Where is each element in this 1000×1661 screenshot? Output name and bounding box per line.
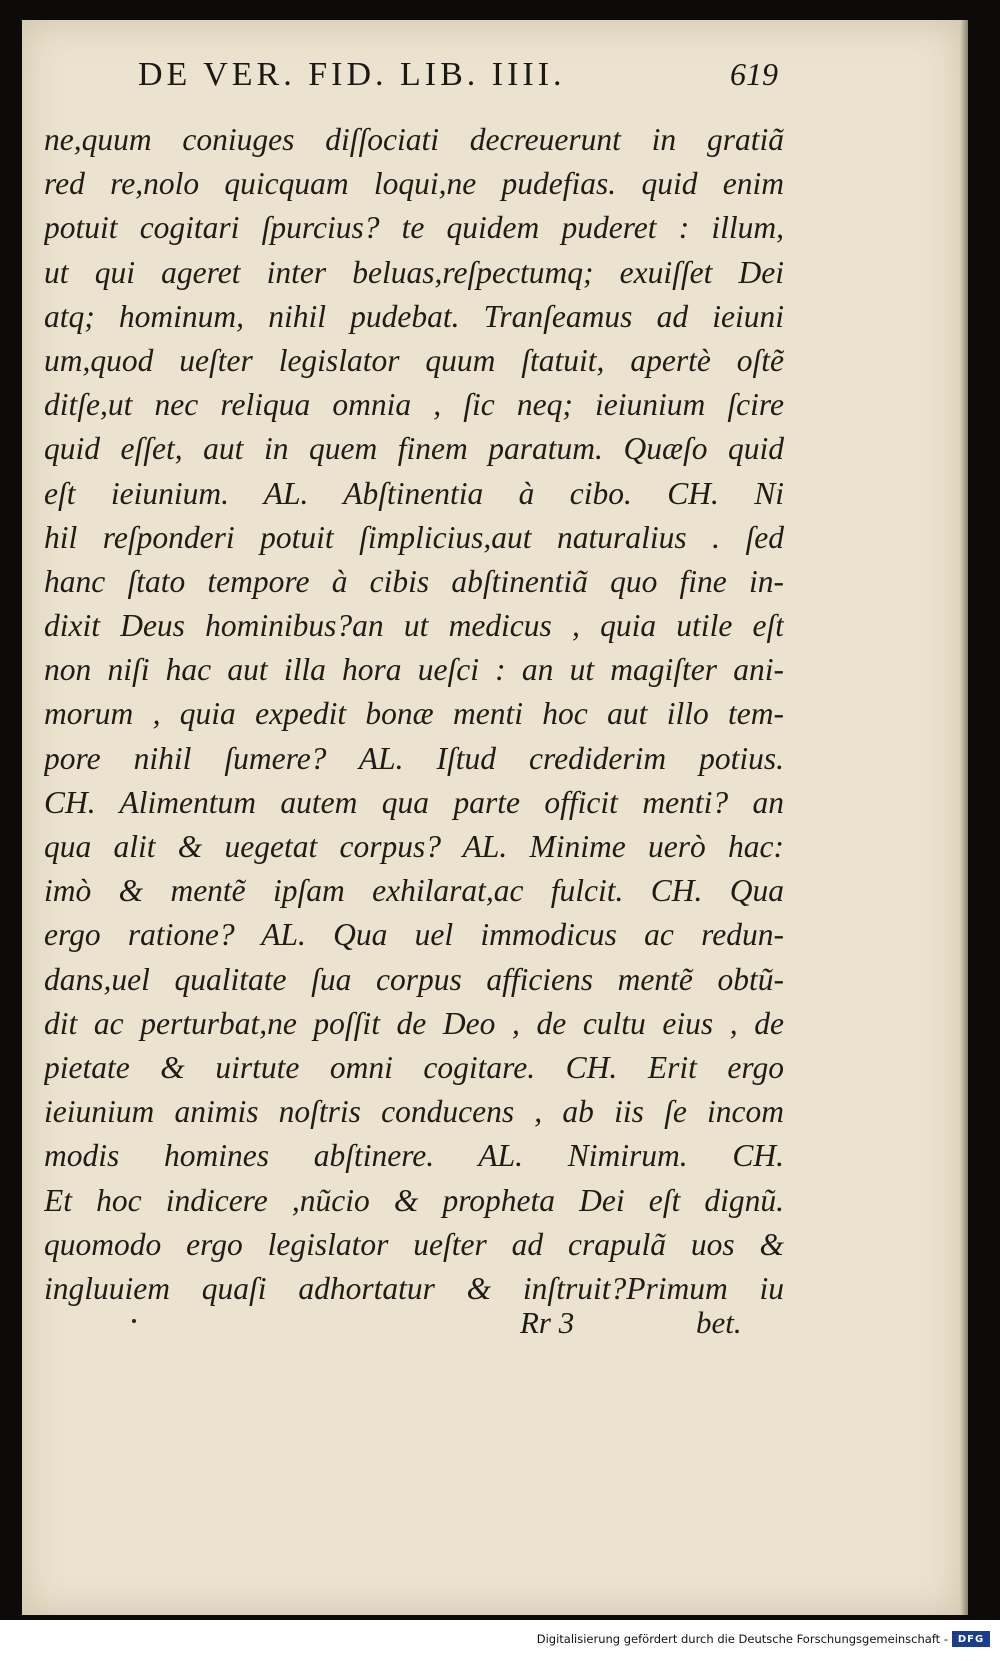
text-line: um,quod ueſter legislator quum ſtatuit, apertè oſtẽ [44, 342, 784, 378]
funding-credit: Digitalisierung gefördert durch die Deutsche Forschungsgemeinschaft - [536, 1632, 948, 1646]
text-line: imò & mentẽ ipſam exhilarat,ac fulcit. CH. Qua [44, 873, 784, 909]
catchword: bet. [696, 1305, 742, 1340]
text-line: ingluuiem quaſi adhortatur & inſtruit?Primum iu [44, 1270, 784, 1306]
text-line: Et hoc indicere ,nũcio & propheta Dei eſt dignũ. [44, 1182, 784, 1218]
body-text [44, 118, 784, 1311]
digitization-footer [0, 1622, 1000, 1661]
text-line: ergo ratione? AL. Qua uel immodicus ac redun- [44, 917, 784, 953]
dfg-logo: DFG [952, 1631, 990, 1647]
text-line: ut qui ageret inter beluas,reſpectumq; exuiſſet Dei [44, 254, 784, 290]
text-line: atq; hominum, nihil pudebat. Tranſeamus ad ieiuni [44, 298, 784, 334]
page-edge [960, 20, 968, 1615]
page-number: 619 [730, 56, 778, 92]
text-line: non niſi hac aut illa hora ueſci : an ut magiſter ani- [44, 652, 784, 688]
text-line: dixit Deus hominibus?an ut medicus , quia utile eſt [44, 608, 784, 644]
signature-mark: Rr 3 [520, 1305, 575, 1340]
text-line: ditſe,ut nec reliqua omnia , ſic neq; ieiunium ſcire [44, 387, 784, 423]
text-line: eſt ieiunium. AL. Abſtinentia à cibo. CH. Ni [44, 475, 784, 511]
text-line: red re,nolo quicquam loqui,ne pudefias. quid enim [44, 166, 784, 202]
text-line: dans,uel qualitate ſua corpus afficiens mentẽ obtũ- [44, 961, 784, 997]
text-line: qua alit & uegetat corpus? AL. Minime uerò hac: [44, 829, 784, 864]
ink-dot [132, 1319, 136, 1323]
text-line: hanc ſtato tempore à cibis abſtinentiã quo fine in- [44, 563, 784, 599]
text-line: hil reſponderi potuit ſimplicius,aut naturalius . ſed [44, 519, 784, 555]
text-line: quid eſſet, aut in quem finem paratum. Quæſo quid [44, 431, 784, 467]
running-head: DE VER. FID. LIB. IIII. [138, 56, 566, 93]
text-line: ieiunium animis noſtris conducens , ab iis ſe incom [44, 1094, 784, 1130]
text-line: modis homines abſtinere. AL. Nimirum. CH. [44, 1138, 784, 1174]
text-line: potuit cogitari ſpurcius? te quidem puderet : illum, [44, 210, 784, 246]
text-line: morum , quia expedit bonæ menti hoc aut illo tem- [44, 696, 784, 732]
catchline [44, 1305, 784, 1349]
text-line: quomodo ergo legislator ueſter ad crapulã uos & [44, 1226, 784, 1262]
text-line: ne,quum coniuges diſſociati decreuerunt in gratiã [44, 122, 784, 157]
text-line: pore nihil ſumere? AL. Iſtud crediderim potius. [44, 740, 784, 776]
text-line: dit ac perturbat,ne poſſit de Deo , de cultu eius , de [44, 1005, 784, 1041]
text-line: pietate & uirtute omni cogitare. CH. Erit ergo [44, 1049, 784, 1085]
page-header [138, 56, 778, 106]
text-line: CH. Alimentum autem qua parte officit menti? an [44, 784, 784, 820]
